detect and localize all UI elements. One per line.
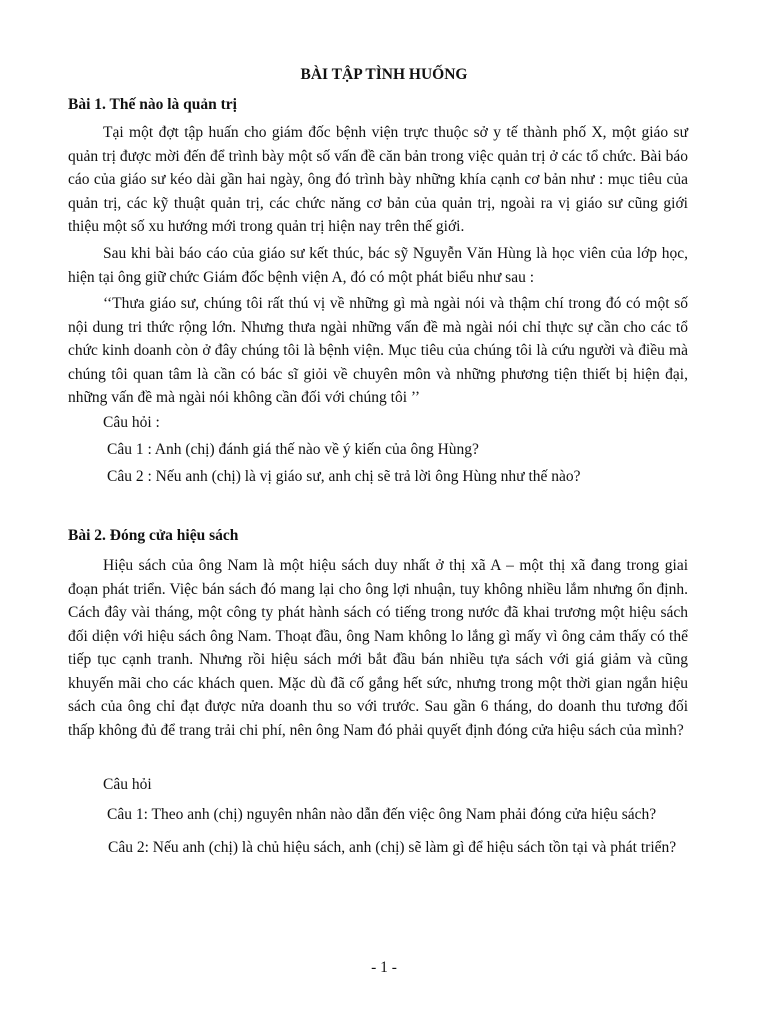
exercise-1-paragraph-2: Sau khi bài báo cáo của giáo sư kết thúc, bác sỹ Nguyễn Văn Hùng là học viên của lớp học, hiện tại ông giữ chức Giám đốc bệnh viện A, đó có một phát biểu như sau :	[68, 245, 688, 286]
exercise-2-heading: Bài 2. Đóng cửa hiệu sách	[68, 527, 239, 544]
exercise-2-question-2: Câu 2: Nếu anh (chị) là chủ hiệu sách, anh (chị) sẽ làm gì để hiệu sách tồn tại và phát triển?	[108, 839, 677, 856]
document-title: BÀI TẬP TÌNH HUỐNG	[300, 66, 468, 83]
exercise-1-questions-label: Câu hỏi :	[103, 414, 160, 431]
exercise-2-question-1: Câu 1: Theo anh (chị) nguyên nhân nào dẫn đến việc ông Nam phải đóng cửa hiệu sách?	[107, 806, 657, 823]
page-number: - 1 -	[371, 959, 397, 976]
exercise-1-quote: ‘‘Thưa giáo sư, chúng tôi rất thú vị về những gì mà ngài nói và thậm chí trong đó có một số nội dung tri thức rộng lớn. Nhưng thưa ngài những vấn đề mà ngài nói chỉ thực sự cần cho các tổ chức kinh doanh còn ở đây chúng tôi là bệnh viện. Mục tiêu của chúng tôi là cứu người và điều mà chúng tôi quan tâm là cần có bác sĩ giỏi về chuyên môn và những phương tiện thiết bị hiện đại, những vấn đề mà ngài nói không cần đối với chúng tôi ’’	[68, 295, 688, 406]
exercise-1-paragraph-1: Tại một đợt tập huấn cho giám đốc bệnh viện trực thuộc sở y tế thành phố X, một giáo sư quản trị được mời đến để trình bày một số vấn đề căn bản trong việc quản trị ở các tổ chức. Bài báo cáo của giáo sư kéo dài gần hai ngày, ông đó trình bày những khía cạnh cơ bản như : mục tiêu của quản trị, các kỹ thuật quản trị, các chức năng cơ bản của quản trị, ngoài ra vị giáo sư cũng giới thiệu một số xu hướng mới trong quản trị hiện nay trên thế giới.	[68, 124, 688, 235]
exercise-1-heading: Bài 1. Thế nào là quản trị	[68, 96, 237, 113]
exercise-2-questions-label: Câu hỏi	[103, 776, 152, 793]
exercise-1-question-1: Câu 1 : Anh (chị) đánh giá thế nào về ý kiến của ông Hùng?	[107, 441, 479, 458]
exercise-2-paragraph-1: Hiệu sách của ông Nam là một hiệu sách duy nhất ở thị xã A – một thị xã đang trong giai đoạn phát triển. Việc bán sách đó mang lại cho ông lợi nhuận, tuy không nhiều lắm nhưng ổn định. Cách đây vài tháng, một công ty phát hành sách có tiếng trong nước đã khai trương một hiệu sách đối diện với hiệu sách ông Nam. Thoạt đầu, ông Nam không lo lắng gì mấy vì ông cảm thấy có thể tiếp tục cạnh tranh. Nhưng rồi hiệu sách mới bắt đầu bán nhiều tựa sách với giá giảm và cũng khuyến mãi cho các khách quen. Mặc dù đã cố gắng hết sức, nhưng trong một thời gian ngắn hiệu sách của ông chỉ đạt được nửa doanh thu so với trước. Sau gần 6 tháng, do doanh thu tương đối thấp không đủ để trang trải chi phí, nên ông Nam đó phải quyết định đóng cửa hiệu sách của mình?	[68, 557, 688, 739]
exercise-1-question-2: Câu 2 : Nếu anh (chị) là vị giáo sư, anh chị sẽ trả lời ông Hùng như thế nào?	[107, 468, 581, 485]
